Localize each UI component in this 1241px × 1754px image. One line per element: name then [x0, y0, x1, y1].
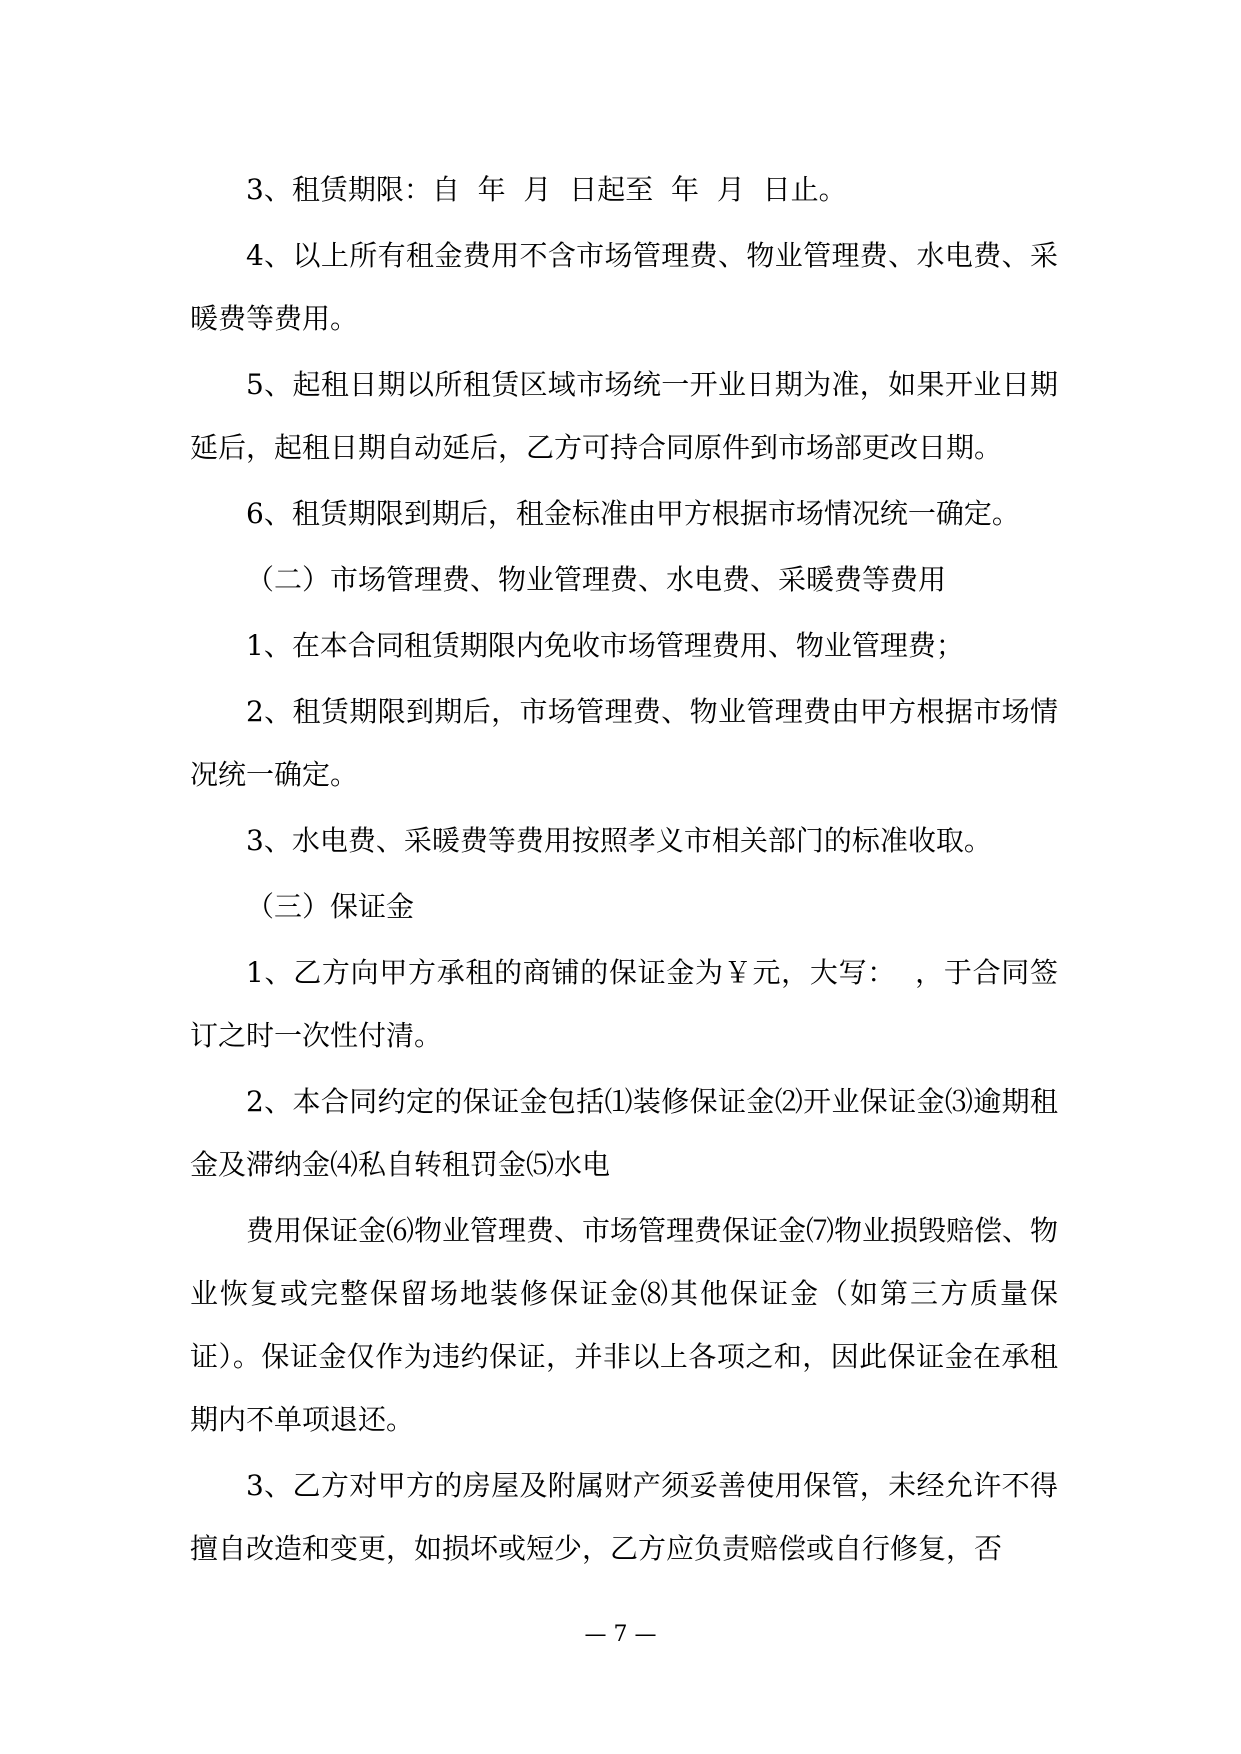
contract-body	[190, 158, 1058, 1583]
clause-fee-waiver: 1、在本合同租赁期限内免收市场管理费用、物业管理费；	[246, 629, 964, 662]
clause-start-date: 5、起租日期以所租赁区域市场统一开业日期为准，如果开业日期延后，起租日期自动延后，乙方可持合同原件到市场部更改日期。	[190, 368, 1058, 464]
clause-property-care: 3、乙方对甲方的房屋及附属财产须妥善使用保管，未经允许不得擅自改造和变更，如损坏或短少，乙方应负责赔偿或自行修复，否	[190, 1469, 1058, 1565]
clause-utility-fees: 3、水电费、采暖费等费用按照孝义市相关部门的标准收取。	[246, 824, 992, 857]
page-number: — 7 —	[584, 1622, 657, 1647]
section-heading-fees: （二）市场管理费、物业管理费、水电费、采暖费等费用	[246, 563, 947, 596]
clause-deposit-items: 2、本合同约定的保证金包括⑴装修保证金⑵开业保证金⑶逾期租金及滞纳金⑷私自转租罚金⑸水电	[190, 1085, 1058, 1181]
clause-fee-after-term: 2、租赁期限到期后，市场管理费、物业管理费由甲方根据市场情况统一确定。	[190, 695, 1058, 791]
section-heading-deposit: （三）保证金	[246, 890, 415, 923]
clause-rent-standard: 6、租赁期限到期后，租金标准由甲方根据市场情况统一确定。	[246, 497, 1020, 530]
clause-lease-term: 3、租赁期限：自 年 月 日起至 年 月 日止。	[246, 173, 847, 206]
clause-deposit-amount: 1、乙方向甲方承租的商铺的保证金为￥元，大写： ，于合同签订之时一次性付清。	[190, 956, 1058, 1052]
clause-deposit-items-continued: 费用保证金⑹物业管理费、市场管理费保证金⑺物业损毁赔偿、物业恢复或完整保留场地装修保证金⑻其他保证金（如第三方质量保证）。保证金仅作为违约保证，并非以上各项之和，因此保证金在承租期内不单项退还。	[190, 1214, 1059, 1436]
clause-rent-exclusions: 4、以上所有租金费用不含市场管理费、物业管理费、水电费、采暖费等费用。	[190, 239, 1058, 335]
